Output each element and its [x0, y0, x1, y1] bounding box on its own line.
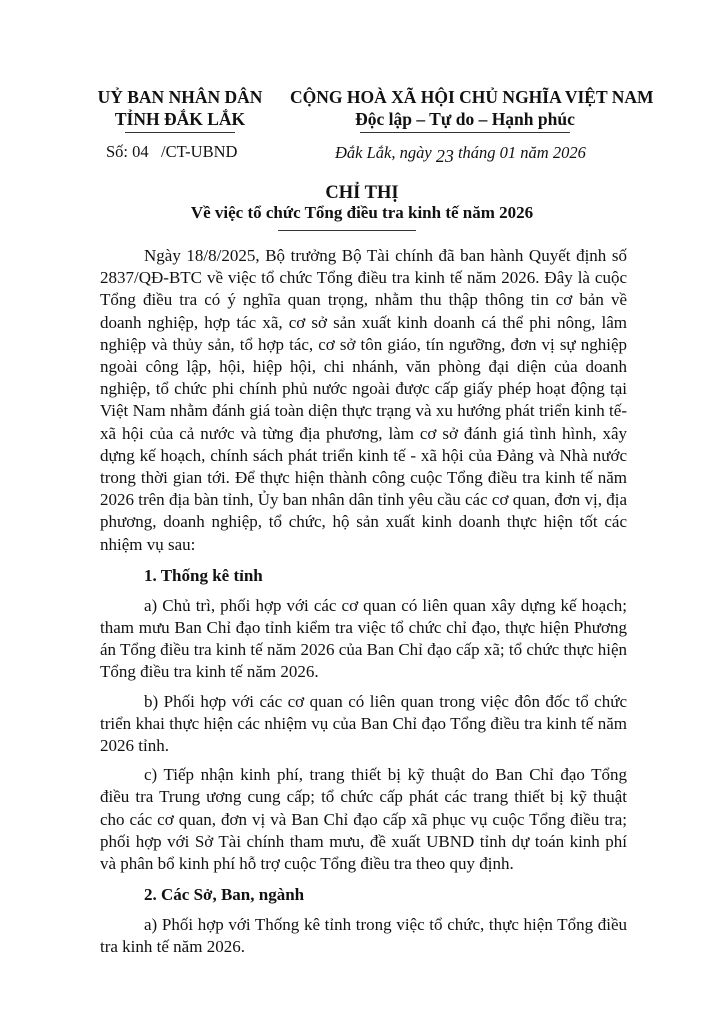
motto-underline — [360, 132, 570, 133]
agency-name-line2: TỈNH ĐẮK LẮK — [114, 109, 246, 129]
agency-underline — [125, 132, 235, 133]
document-subject: Về việc tổ chức Tổng điều tra kinh tế năm 2026 — [190, 203, 534, 222]
date-prefix: Đắk Lắk, ngày — [335, 143, 436, 162]
nation-name: CỘNG HOÀ XÃ HỘI CHỦ NGHĨA VIỆT NAM — [290, 87, 654, 107]
motto: Độc lập – Tự do – Hạnh phúc — [355, 109, 575, 129]
date-suffix: tháng 01 năm 2026 — [453, 143, 586, 162]
intro-paragraph: Ngày 18/8/2025, Bộ trưởng Bộ Tài chính đã ban hành Quyết định số 2837/QĐ-BTC về việc tổ chức Tổng điều tra kinh tế năm 2026. Đây là cuộc Tổng điều tra có ý nghĩa quan trọng, nhằm thu thập thông tin cơ bản về doanh nghiệp, hợp tác xã, cơ sở sản xuất kinh doanh cá thể phi nông, lâm nghiệp và thủy sản, tổ hợp tác, cơ sở tôn giáo, tín ngưỡng, đơn vị sự nghiệp ngoài công lập, hội, hiệp hội, chi nhánh, văn phòng đại diện của doanh nghiệp, tổ chức phi chính phủ nước ngoài được cấp giấy phép hoạt động tại Việt Nam nhằm đánh giá toàn diện thực trạng và xu hướng phát triển kinh tế-xã hội của cả nước và từng địa phương, làm cơ sở đánh giá tình hình, xây dựng kế hoạch, chính sách phát triển kinh tế - xã hội của Đảng và Nhà nước trong thời gian tới. Để thực hiện thành công cuộc Tổng điều tra kinh tế năm 2026 trên địa bàn tỉnh, Ủy ban nhân dân tỉnh yêu cầu các cơ quan, đơn vị, địa phương, doanh nghiệp, tổ chức, hộ sản xuất kinh doanh thực hiện tốt các nhiệm vụ sau: — [100, 246, 627, 554]
section-2-item-a: a) Phối hợp với Thống kê tỉnh trong việc tổ chức, thực hiện Tổng điều tra kinh tế năm 2026. — [100, 915, 627, 957]
document-date — [335, 142, 586, 166]
section-1-item-b: b) Phối hợp với các cơ quan có liên quan trong việc đôn đốc tổ chức triển khai thực hiện các nhiệm vụ của Ban Chỉ đạo Tổng điều tra kinh tế năm 2026 tỉnh. — [100, 691, 627, 756]
section-1-item-c: c) Tiếp nhận kinh phí, trang thiết bị kỹ thuật do Ban Chỉ đạo Tổng điều tra Trung ương cung cấp; tổ chức cấp phát các trang thiết bị kỹ thuật cho các cơ quan, đơn vị và Ban Chỉ đạo cấp xã phục vụ cuộc Tổng điều tra; phối hợp với Sở Tài chính tham mưu, đề xuất UBND tỉnh dự toán kinh phí và phân bổ kinh phí hỗ trợ cuộc Tổng điều tra theo quy định. — [100, 765, 627, 874]
issuing-agency-block — [90, 86, 270, 133]
agency-name-line1: UỶ BAN NHÂN DÂN — [97, 87, 263, 107]
document-number: Số: 04 /CT-UBND — [106, 142, 238, 161]
document-body — [100, 245, 627, 959]
date-day: 23 — [435, 146, 454, 166]
section-2-heading: 2. Các Sở, Ban, ngành — [144, 885, 305, 905]
section-1-item-a: a) Chủ trì, phối hợp với các cơ quan có liên quan xây dựng kế hoạch; tham mưu Ban Chỉ đạo tỉnh kiểm tra việc tổ chức chỉ đạo, thực hiện Phương án Tổng điều tra kinh tế năm 2026 của Ban Chỉ đạo cấp xã; tổ chức thực hiện Tổng điều tra kinh tế năm 2026. — [100, 595, 627, 682]
section-1-heading: 1. Thống kê tỉnh — [144, 565, 263, 585]
document-type-title: CHỈ THỊ — [325, 183, 399, 203]
national-motto-block — [290, 86, 654, 133]
title-divider — [278, 230, 416, 231]
